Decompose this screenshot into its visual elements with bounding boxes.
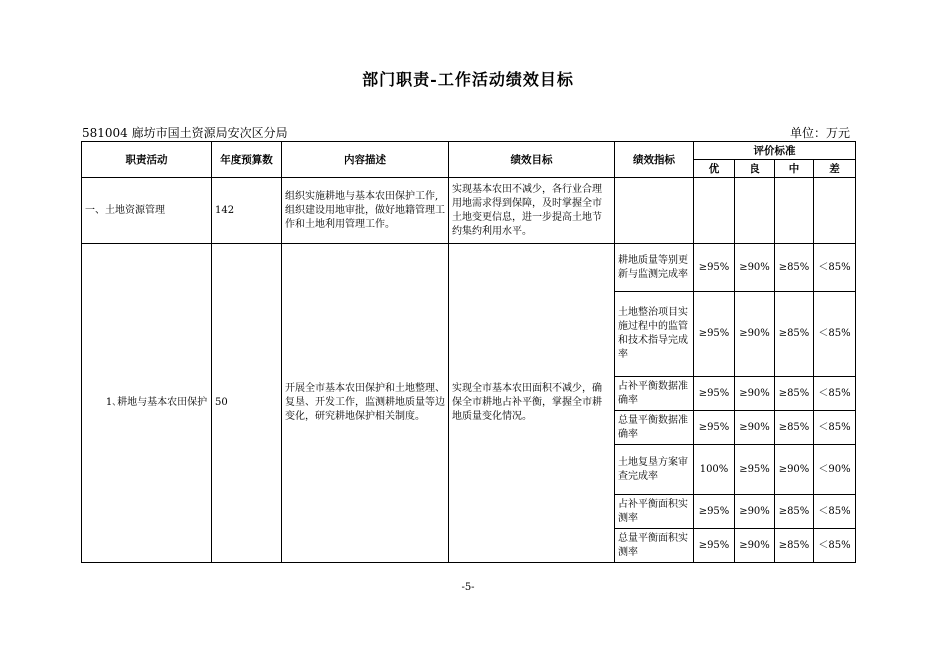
good-cell bbox=[735, 178, 775, 244]
medium-cell: ≥85% bbox=[775, 411, 814, 445]
activity-label: 1､耕地与基本农田保护 bbox=[105, 397, 208, 408]
header-budget: 年度预算数 bbox=[212, 142, 282, 178]
medium-cell: ≥85% bbox=[775, 377, 814, 411]
header-criteria: 评价标准 bbox=[694, 142, 856, 160]
description-cell: 组织实施耕地与基本农田保护工作,组织建设用地审批，做好地籍管理工作和土地利用管理工作。 bbox=[282, 178, 449, 244]
indicator-cell: 占补平衡数据准确率 bbox=[615, 377, 694, 411]
goal-cell: 实现基本农田不减少，各行业合理用地需求得到保障，及时掌握全市土地变更信息，进一步提高土地节约集约利用水平。 bbox=[449, 178, 615, 244]
excellent-cell: ≥95% bbox=[694, 377, 735, 411]
activity-cell bbox=[82, 244, 212, 563]
organization-label: 581004 廊坊市国土资源局安次区分局 bbox=[82, 126, 288, 140]
poor-cell: ＜90% bbox=[814, 445, 856, 495]
medium-cell: ≥85% bbox=[775, 244, 814, 292]
header-goal: 绩效目标 bbox=[449, 142, 615, 178]
budget-cell: 50 bbox=[212, 244, 282, 563]
poor-cell: ＜85% bbox=[814, 411, 856, 445]
excellent-cell: ≥95% bbox=[694, 411, 735, 445]
good-cell: ≥90% bbox=[735, 244, 775, 292]
header-medium: 中 bbox=[775, 160, 814, 178]
header-good: 良 bbox=[735, 160, 775, 178]
header-activity: 职责活动 bbox=[82, 142, 212, 178]
poor-cell: ＜85% bbox=[814, 377, 856, 411]
indicator-cell: 耕地质量等别更新与监测完成率 bbox=[615, 244, 694, 292]
good-cell: ≥90% bbox=[735, 411, 775, 445]
table-row bbox=[82, 178, 856, 244]
excellent-cell: ≥95% bbox=[694, 292, 735, 377]
page-title: 部门职责-工作活动绩效目标 bbox=[362, 70, 574, 89]
budget-cell: 142 bbox=[212, 178, 282, 244]
good-cell: ≥90% bbox=[735, 495, 775, 529]
medium-cell: ≥85% bbox=[775, 529, 814, 563]
page-number: -5- bbox=[461, 582, 475, 593]
indicator-cell bbox=[615, 178, 694, 244]
table-header-row bbox=[82, 142, 856, 160]
goal-cell: 实现全市基本农田面积不减少，确保全市耕地占补平衡，掌握全市耕地质量变化情况。 bbox=[449, 244, 615, 563]
poor-cell bbox=[814, 178, 856, 244]
poor-cell: ＜85% bbox=[814, 292, 856, 377]
poor-cell: ＜85% bbox=[814, 495, 856, 529]
table-row bbox=[82, 244, 856, 292]
header-poor: 差 bbox=[814, 160, 856, 178]
header-excellent: 优 bbox=[694, 160, 735, 178]
medium-cell: ≥85% bbox=[775, 292, 814, 377]
good-cell: ≥90% bbox=[735, 377, 775, 411]
excellent-cell: ≥95% bbox=[694, 244, 735, 292]
indicator-cell: 总量平衡数据准确率 bbox=[615, 411, 694, 445]
excellent-cell: ≥95% bbox=[694, 495, 735, 529]
excellent-cell: 100% bbox=[694, 445, 735, 495]
description-cell: 开展全市基本农田保护和土地整理、复垦、开发工作，监测耕地质量等边变化，研究耕地保护相关制度。 bbox=[282, 244, 449, 563]
indicator-cell: 总量平衡面积实测率 bbox=[615, 529, 694, 563]
medium-cell bbox=[775, 178, 814, 244]
excellent-cell: ≥95% bbox=[694, 529, 735, 563]
activity-cell: 一、土地资源管理 bbox=[82, 178, 212, 244]
good-cell: ≥90% bbox=[735, 292, 775, 377]
header-description: 内容描述 bbox=[282, 142, 449, 178]
performance-table bbox=[81, 141, 856, 563]
excellent-cell bbox=[694, 178, 735, 244]
indicator-cell: 占补平衡面积实测率 bbox=[615, 495, 694, 529]
medium-cell: ≥90% bbox=[775, 445, 814, 495]
good-cell: ≥95% bbox=[735, 445, 775, 495]
header-indicator: 绩效指标 bbox=[615, 142, 694, 178]
good-cell: ≥90% bbox=[735, 529, 775, 563]
poor-cell: ＜85% bbox=[814, 244, 856, 292]
indicator-cell: 土地复垦方案审查完成率 bbox=[615, 445, 694, 495]
medium-cell: ≥85% bbox=[775, 495, 814, 529]
poor-cell: ＜85% bbox=[814, 529, 856, 563]
unit-label: 单位：万元 bbox=[789, 126, 850, 140]
indicator-cell: 土地整治项目实施过程中的监管和技术指导完成率 bbox=[615, 292, 694, 377]
